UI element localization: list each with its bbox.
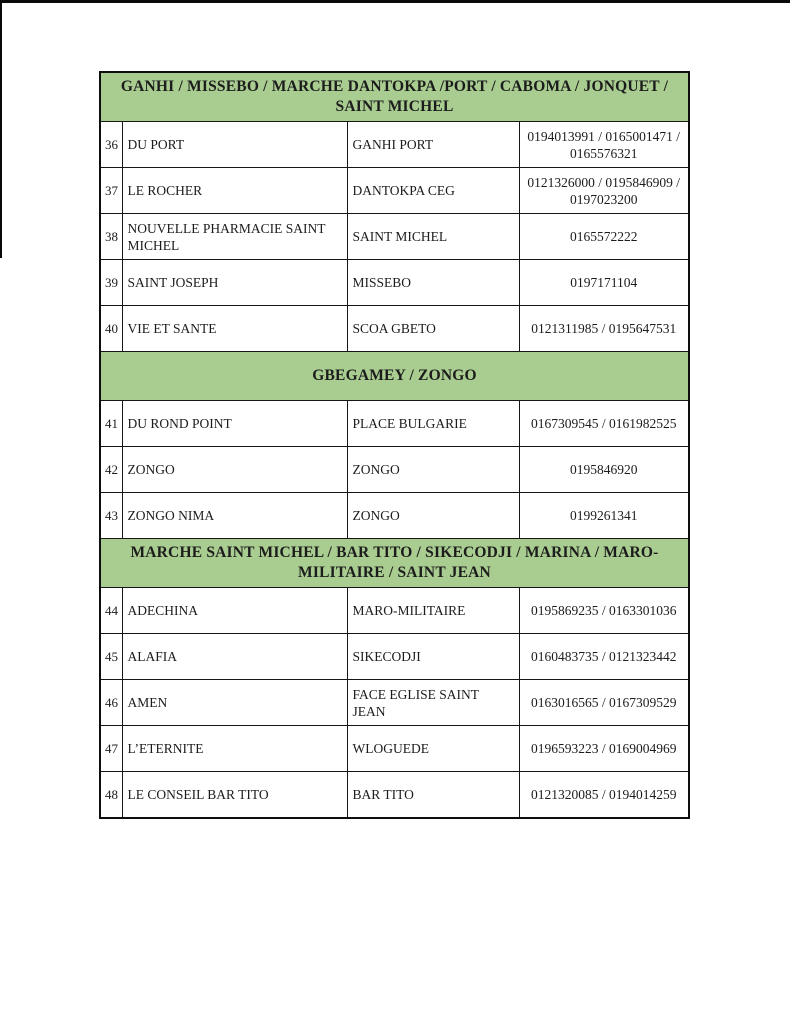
table-row (100, 122, 689, 168)
pharmacy-name: SAINT JOSEPH (122, 260, 347, 306)
pharmacy-location: SIKECODJI (347, 634, 519, 680)
row-number: 39 (100, 260, 122, 306)
row-number: 46 (100, 680, 122, 726)
pharmacy-location: DANTOKPA CEG (347, 168, 519, 214)
pharmacy-location: BAR TITO (347, 772, 519, 819)
pharmacy-location: MISSEBO (347, 260, 519, 306)
pharmacy-phones: 0167309545 / 0161982525 (519, 401, 689, 447)
pharmacy-phones: 0121320085 / 0194014259 (519, 772, 689, 819)
pharmacy-phones: 0196593223 / 0169004969 (519, 726, 689, 772)
pharmacy-name: LE ROCHER (122, 168, 347, 214)
pharmacy-name: ADECHINA (122, 588, 347, 634)
table-row (100, 306, 689, 352)
section-title: GBEGAMEY / ZONGO (100, 352, 689, 401)
table-row (100, 680, 689, 726)
pharmacy-location: WLOGUEDE (347, 726, 519, 772)
pharmacy-phones: 0121326000 / 0195846909 / 0197023200 (519, 168, 689, 214)
pharmacy-name: ZONGO NIMA (122, 493, 347, 539)
row-number: 36 (100, 122, 122, 168)
row-number: 45 (100, 634, 122, 680)
row-number: 42 (100, 447, 122, 493)
pharmacy-name: ALAFIA (122, 634, 347, 680)
table-row (100, 493, 689, 539)
pharmacy-location: ZONGO (347, 493, 519, 539)
pharmacy-location: ZONGO (347, 447, 519, 493)
photo-edge-left (0, 0, 2, 258)
row-number: 47 (100, 726, 122, 772)
pharmacy-directory-table (99, 71, 690, 819)
pharmacy-location: SAINT MICHEL (347, 214, 519, 260)
table-row (100, 168, 689, 214)
pharmacy-name: AMEN (122, 680, 347, 726)
pharmacy-location: GANHI PORT (347, 122, 519, 168)
pharmacy-location: FACE EGLISE SAINT JEAN (347, 680, 519, 726)
pharmacy-phones: 0199261341 (519, 493, 689, 539)
row-number: 41 (100, 401, 122, 447)
table-row (100, 588, 689, 634)
row-number: 40 (100, 306, 122, 352)
pharmacy-phones: 0160483735 / 0121323442 (519, 634, 689, 680)
section-header-row (100, 72, 689, 122)
pharmacy-name: VIE ET SANTE (122, 306, 347, 352)
row-number: 48 (100, 772, 122, 819)
pharmacy-phones: 0195846920 (519, 447, 689, 493)
pharmacy-location: MARO-MILITAIRE (347, 588, 519, 634)
pharmacy-name: LE CONSEIL BAR TITO (122, 772, 347, 819)
table-row (100, 772, 689, 819)
pharmacy-phones: 0194013991 / 0165001471 / 0165576321 (519, 122, 689, 168)
pharmacy-phones: 0163016565 / 0167309529 (519, 680, 689, 726)
table-row (100, 447, 689, 493)
row-number: 43 (100, 493, 122, 539)
table-row (100, 214, 689, 260)
row-number: 44 (100, 588, 122, 634)
pharmacy-name: ZONGO (122, 447, 347, 493)
table-row (100, 401, 689, 447)
photo-edge-top (0, 0, 790, 3)
pharmacy-name: NOUVELLE PHARMACIE SAINT MICHEL (122, 214, 347, 260)
pharmacy-directory-table-wrap (99, 71, 688, 819)
row-number: 38 (100, 214, 122, 260)
pharmacy-phones: 0197171104 (519, 260, 689, 306)
section-header-row (100, 539, 689, 588)
table-row (100, 726, 689, 772)
pharmacy-phones: 0165572222 (519, 214, 689, 260)
pharmacy-location: SCOA GBETO (347, 306, 519, 352)
pharmacy-phones: 0121311985 / 0195647531 (519, 306, 689, 352)
section-title: MARCHE SAINT MICHEL / BAR TITO / SIKECODJI / MARINA / MARO-MILITAIRE / SAINT JEAN (100, 539, 689, 588)
section-title: GANHI / MISSEBO / MARCHE DANTOKPA /PORT / CABOMA / JONQUET / SAINT MICHEL (100, 72, 689, 122)
table-row (100, 634, 689, 680)
row-number: 37 (100, 168, 122, 214)
pharmacy-name: DU ROND POINT (122, 401, 347, 447)
pharmacy-location: PLACE BULGARIE (347, 401, 519, 447)
pharmacy-phones: 0195869235 / 0163301036 (519, 588, 689, 634)
pharmacy-name: L’ETERNITE (122, 726, 347, 772)
section-header-row (100, 352, 689, 401)
pharmacy-name: DU PORT (122, 122, 347, 168)
table-row (100, 260, 689, 306)
